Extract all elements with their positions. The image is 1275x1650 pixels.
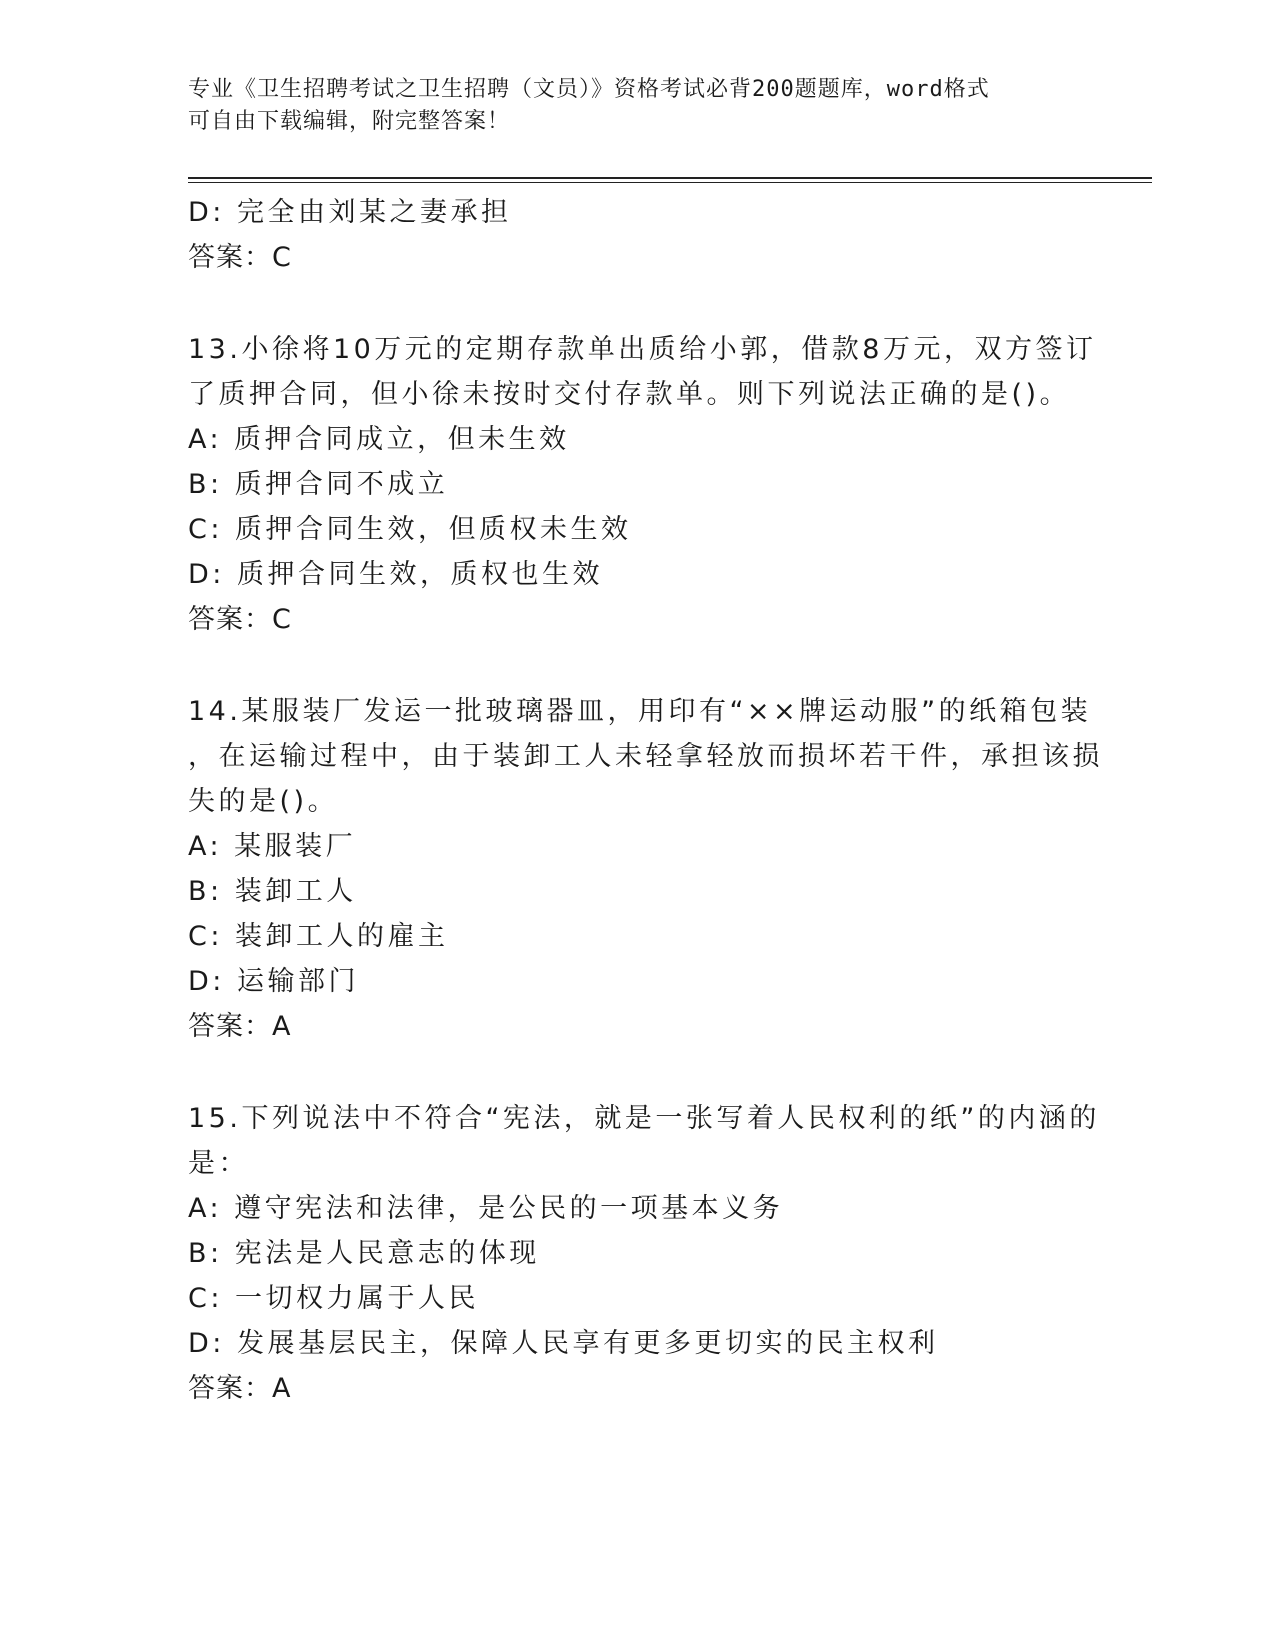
- question-stem: 15.下列说法中不符合“宪法，就是一张写着人民权利的纸”的内涵的: [188, 1103, 1100, 1134]
- option-b: B: 装卸工人: [188, 876, 357, 907]
- document-header: [188, 74, 1068, 138]
- option-c: C: 装卸工人的雇主: [188, 921, 449, 952]
- header-line-2: 可自由下载编辑，附完整答案！: [188, 109, 511, 134]
- option-a: A: 遵守宪法和法律，是公民的一项基本义务: [188, 1193, 784, 1224]
- question-content: [188, 190, 1103, 1411]
- option-d: D: 发展基层民主，保障人民享有更多更切实的民主权利: [188, 1328, 939, 1359]
- option-a: A: 质押合同成立，但未生效: [188, 424, 570, 455]
- question-stem: 14.某服装厂发运一批玻璃器皿，用印有“××牌运动服”的纸箱包装: [188, 696, 1092, 727]
- option-b: B: 质押合同不成立: [188, 469, 449, 500]
- question-12-tail: [188, 190, 1088, 280]
- option-d: D: 质押合同生效，质权也生效: [188, 559, 603, 590]
- option-b: B: 宪法是人民意志的体现: [188, 1238, 540, 1269]
- option-c: C: 质押合同生效，但质权未生效: [188, 514, 632, 545]
- question-15: [188, 1096, 1100, 1411]
- answer: 答案：A: [188, 1011, 292, 1042]
- header-divider: [188, 177, 1152, 183]
- answer: 答案：C: [188, 242, 292, 273]
- option-a: A: 某服装厂: [188, 831, 357, 862]
- answer: 答案：A: [188, 1373, 292, 1404]
- answer: 答案：C: [188, 604, 292, 635]
- question-stem: 是：: [188, 1148, 249, 1179]
- header-line-1: 专业《卫生招聘考试之卫生招聘（文员）》资格考试必背200题题库，word格式: [188, 77, 990, 102]
- option-d: D: 完全由刘某之妻承担: [188, 197, 512, 228]
- question-stem: 失的是()。: [188, 786, 339, 817]
- option-d: D: 运输部门: [188, 966, 359, 997]
- question-13: [188, 327, 1097, 642]
- question-stem: 13.小徐将10万元的定期存款单出质给小郭，借款8万元，双方签订: [188, 334, 1097, 365]
- option-c: C: 一切权力属于人民: [188, 1283, 480, 1314]
- question-stem: 了质押合同，但小徐未按时交付存款单。则下列说法正确的是()。: [188, 379, 1071, 410]
- question-14: [188, 689, 1103, 1049]
- question-stem: ，在运输过程中，由于装卸工人未轻拿轻放而损坏若干件，承担该损: [188, 741, 1103, 772]
